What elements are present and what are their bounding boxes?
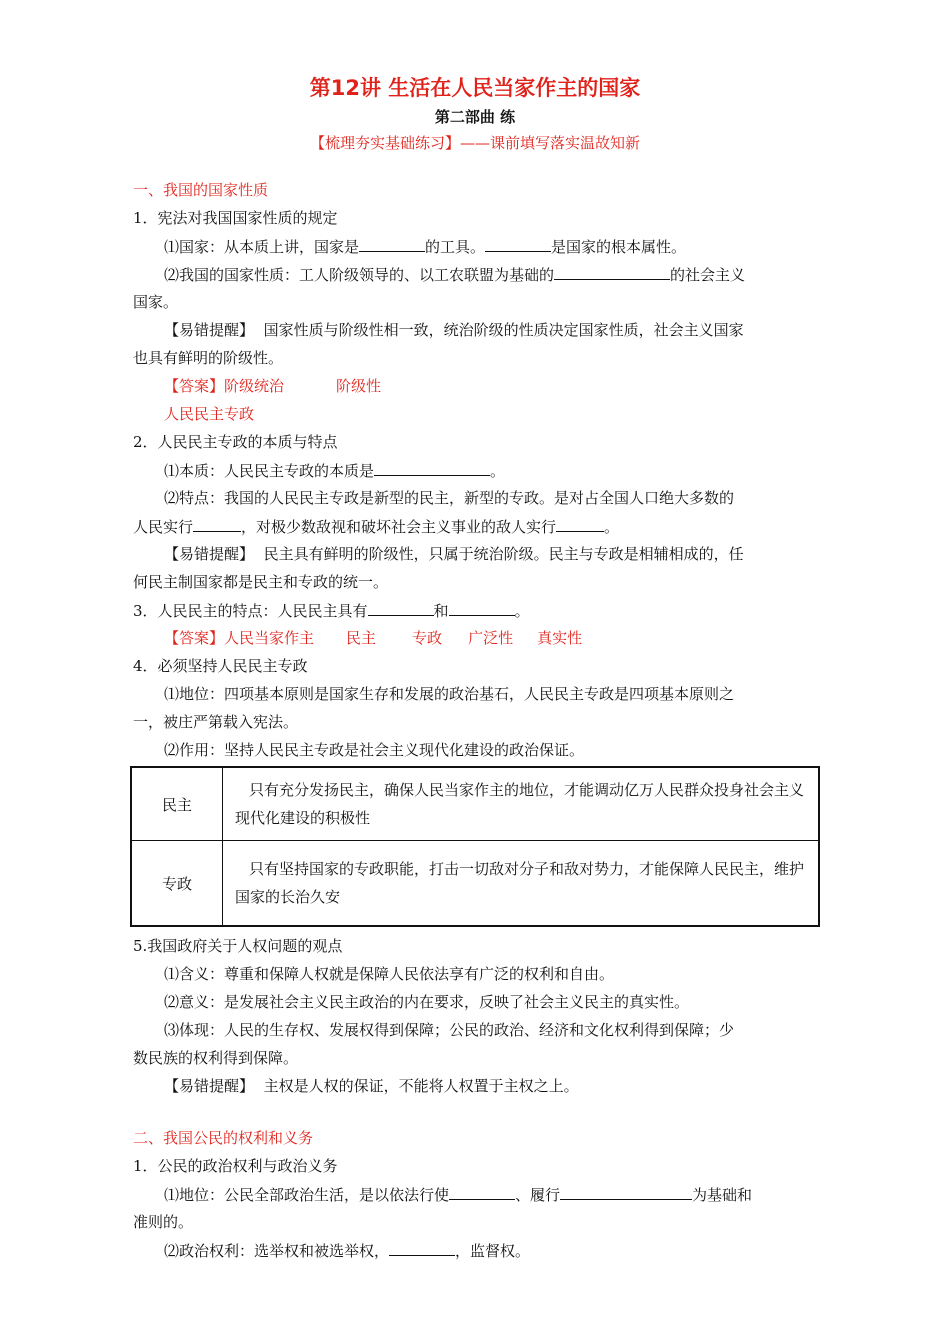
question-item-continued: 国家。 [133, 293, 179, 311]
error-tip-label: 【易错提醒】 [164, 321, 255, 339]
table-cell-label: 民主 [131, 767, 223, 841]
comparison-table [130, 766, 820, 927]
table-row [131, 767, 819, 841]
question-title: 5.我国政府关于人权问题的观点 [133, 937, 343, 955]
fill-blank[interactable] [368, 600, 434, 616]
fill-blank[interactable] [359, 236, 425, 252]
question-item: ⑴地位：四项基本原则是国家生存和发展的政治基石，人民民主专政是四项基本原则之 [164, 685, 735, 703]
section-banner: 【梳理夯实基础练习】——课前填写落实温故知新 [309, 134, 640, 152]
answer-label: 【答案】 [164, 629, 225, 647]
section-heading-1: 一、我国的国家性质 [133, 181, 269, 199]
fill-blank[interactable] [485, 236, 551, 252]
question-item: ⑵我国的国家性质：工人阶级领导的、以工农联盟为基础的 的社会主义 [164, 266, 746, 284]
question-title: 1．宪法对我国国家性质的规定 [133, 209, 338, 227]
table-cell-label: 专政 [131, 841, 223, 927]
question-title: 2．人民民主专政的本质与特点 [133, 433, 338, 451]
answer-line: 【答案】人民当家作主 民主 专政 广泛性 真实性 [164, 629, 583, 647]
question-item: ⑴含义：尊重和保障人权就是保障人民依法享有广泛的权利和自由。 [164, 965, 615, 983]
error-tip-label: 【易错提醒】 [164, 545, 255, 563]
fill-blank[interactable] [554, 264, 670, 280]
fill-blank[interactable] [193, 516, 241, 532]
fill-blank[interactable] [389, 1240, 455, 1256]
page-subtitle: 第二部曲 练 [434, 108, 516, 126]
error-tip: 【易错提醒】 民主具有鲜明的阶级性，只属于统治阶级。民主与专政是相辅相成的，任 [164, 545, 744, 563]
question-item: ⑵特点：我国的人民民主专政是新型的民主，新型的专政。是对占全国人口绝大多数的 [164, 489, 735, 507]
fill-blank[interactable] [556, 516, 604, 532]
error-tip-continued: 何民主制国家都是民主和专政的统一。 [133, 573, 389, 591]
fill-blank[interactable] [449, 1184, 515, 1200]
question-item-continued: 准则的。 [133, 1213, 194, 1231]
error-tip-continued: 也具有鲜明的阶级性。 [133, 349, 284, 367]
question-title: 1．公民的政治权利与政治义务 [133, 1157, 338, 1175]
question-item: ⑵意义：是发展社会主义民主政治的内在要求，反映了社会主义民主的真实性。 [164, 993, 690, 1011]
table-cell-text: 只有坚持国家的专政职能，打击一切敌对分子和敌对势力，才能保障人民民主，维护国家的长治久安 [223, 841, 820, 927]
question-item: ⑴本质：人民民主专政的本质是 。 [164, 462, 506, 480]
fill-blank[interactable] [374, 460, 490, 476]
table-cell-text: 只有充分发扬民主，确保人民当家作主的地位，才能调动亿万人民群众投身社会主义现代化建设的积极性 [223, 767, 820, 841]
table-row [131, 841, 819, 927]
fill-blank[interactable] [560, 1184, 692, 1200]
question-item: ⑴地位：公民全部政治生活，是以依法行使 、履行 为基础和 [164, 1186, 753, 1204]
answer-line: 人民民主专政 [164, 405, 255, 423]
question-item: ⑵政治权利：选举权和被选举权， ，监督权。 [164, 1242, 531, 1260]
question-item: ⑵作用：坚持人民民主专政是社会主义现代化建设的政治保证。 [164, 741, 585, 759]
question-item-continued: 一，被庄严第载入宪法。 [133, 713, 299, 731]
question-item: 3．人民民主的特点：人民民主具有 和 。 [133, 602, 530, 620]
error-tip: 【易错提醒】 主权是人权的保证，不能将人权置于主权之上。 [164, 1077, 579, 1095]
fill-blank[interactable] [449, 600, 515, 616]
answer-label: 【答案】 [164, 377, 225, 395]
page-title: 第12讲 生活在人民当家作主的国家 [309, 76, 641, 100]
question-item: ⑴国家：从本质上讲，国家是 的工具。 是国家的根本属性。 [164, 238, 687, 256]
section-heading-2: 二、我国公民的权利和义务 [133, 1129, 314, 1147]
error-tip-label: 【易错提醒】 [164, 1077, 255, 1095]
answer-line: 【答案】阶级统治 阶级性 [164, 377, 382, 395]
question-item: ⑶体现：人民的生存权、发展权得到保障；公民的政治、经济和文化权利得到保障；少 [164, 1021, 735, 1039]
question-title: 4．必须坚持人民民主专政 [133, 657, 308, 675]
error-tip: 【易错提醒】 国家性质与阶级性相一致，统治阶级的性质决定国家性质，社会主义国家 [164, 321, 744, 339]
question-item-continued: 人民实行 ，对极少数敌视和破坏社会主义事业的敌人实行 。 [133, 518, 620, 536]
question-item-continued: 数民族的权利得到保障。 [133, 1049, 299, 1067]
